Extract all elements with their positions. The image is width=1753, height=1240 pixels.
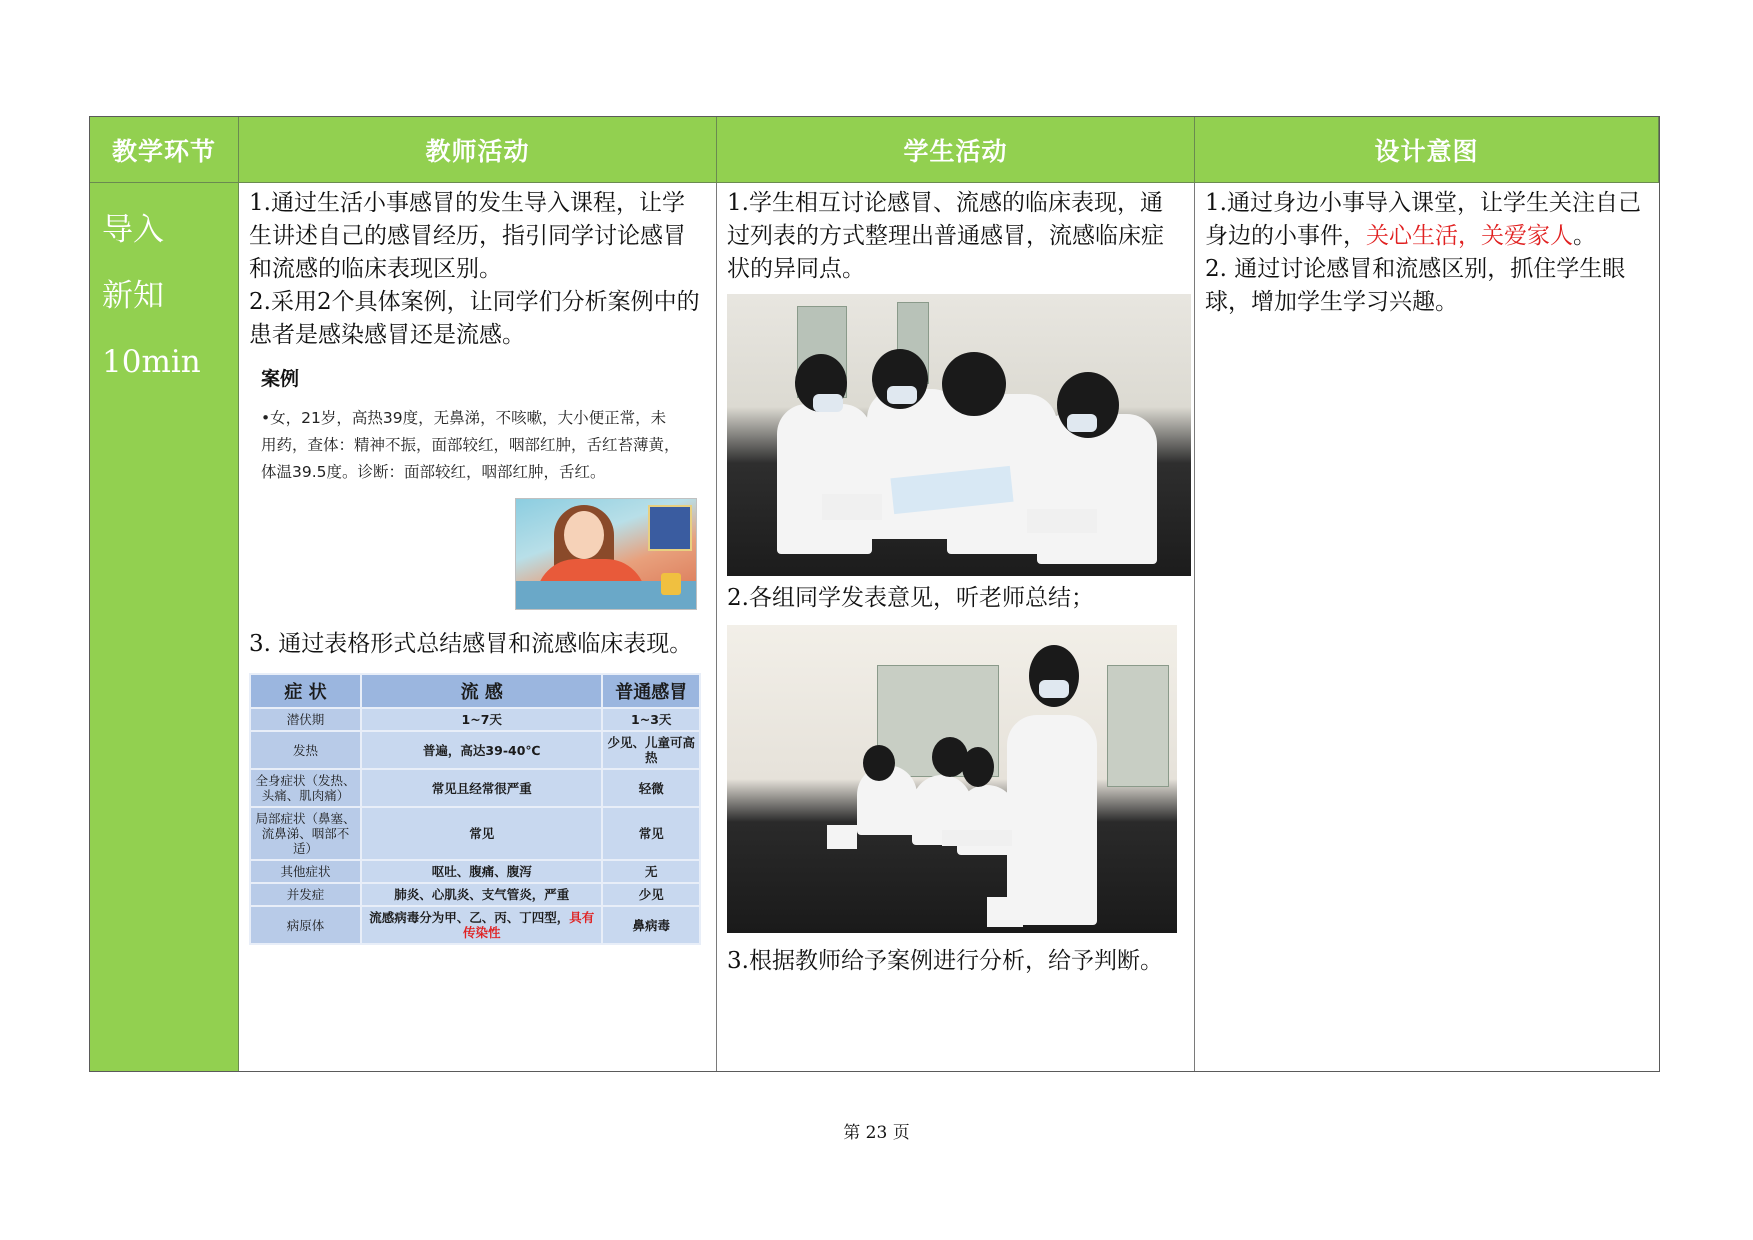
header-stage: 教学环节 — [90, 117, 239, 183]
row-label: 潜伏期 — [250, 708, 361, 731]
header-student-activity: 学生活动 — [717, 117, 1195, 183]
stage-line-2: 新知 — [102, 278, 164, 314]
pathogen-text: 流感病毒分为甲、乙、丙、丁四型， — [369, 910, 570, 925]
intent-text: 1.通过身边小事导入课堂，让学生关注自己身边的小事件， — [1205, 190, 1641, 249]
row-label: 其他症状 — [250, 860, 361, 883]
cold-cell: 少见、儿童可高热 — [602, 731, 700, 769]
flu-cell: 呕吐、腹痛、腹泻 — [361, 860, 602, 883]
row-label: 全身症状（发热、头痛、肌肉痛） — [250, 769, 361, 807]
case-text: •女，21岁，高热39度，无鼻涕，不咳嗽，大小便正常，未用药，查体：精神不振，面部较红，咽部红肿，舌红苔薄黄，体温39.5度。诊断：面部较红，咽部红肿，舌红。 — [261, 409, 680, 481]
flu-cell: 常见且经常很严重 — [361, 769, 602, 807]
row-label: 病原体 — [250, 906, 361, 944]
sick-woman-illustration — [515, 498, 697, 610]
flu-cell: 肺炎、心肌炎、支气管炎，严重 — [361, 883, 602, 906]
stage-line-3: 10min — [102, 344, 201, 380]
row-label: 发热 — [250, 731, 361, 769]
teacher-activity-cell — [239, 183, 717, 1071]
student-presenting-photo — [727, 625, 1177, 933]
flu-cell: 常见 — [361, 807, 602, 860]
table-header-cold: 普通感冒 — [602, 674, 700, 708]
row-label: 并发症 — [250, 883, 361, 906]
intent-paragraph-2: 2. 通过讨论感冒和流感区别，抓住学生眼球，增加学生学习兴趣。 — [1205, 256, 1626, 315]
intent-period: 。 — [1573, 223, 1596, 249]
teacher-paragraph-3: 3. 通过表格形式总结感冒和流感临床表现。 — [249, 631, 693, 657]
stage-line-1: 导入 — [102, 212, 164, 248]
student-paragraph-1: 1.学生相互讨论感冒、流感的临床表现，通过列表的方式整理出普通感冒，流感临床症状的异同点。 — [727, 190, 1164, 282]
teacher-paragraph-2: 2.采用2个具体案例，让同学们分析案例中的患者是感染感冒还是流感。 — [249, 289, 700, 348]
page-number: 第 23 页 — [843, 1123, 910, 1143]
symptom-comparison-table — [249, 673, 701, 945]
intent-paragraph-1 — [1205, 187, 1649, 253]
table-row — [250, 731, 700, 769]
cold-cell: 鼻病毒 — [602, 906, 700, 944]
flu-cell: 1~7天 — [361, 708, 602, 731]
table-row — [250, 708, 700, 731]
cold-cell: 常见 — [602, 807, 700, 860]
cold-cell: 1~3天 — [602, 708, 700, 731]
cold-cell: 轻微 — [602, 769, 700, 807]
teacher-paragraph-1: 1.通过生活小事感冒的发生导入课程，让学生讲述自己的感冒经历，指引同学讨论感冒和流感的临床表现区别。 — [249, 190, 686, 282]
table-row — [250, 807, 700, 860]
case-slide — [249, 364, 701, 616]
row-label: 局部症状（鼻塞、流鼻涕、咽部不适） — [250, 807, 361, 860]
cold-cell: 无 — [602, 860, 700, 883]
header-design-intent: 设计意图 — [1195, 117, 1659, 183]
design-intent-cell — [1195, 183, 1659, 1071]
students-discussion-photo — [727, 294, 1191, 576]
case-title: 案例 — [261, 368, 300, 390]
table-header-flu: 流 感 — [361, 674, 602, 708]
contagious-highlight: 具有传染性 — [462, 910, 595, 940]
flu-cell: 普遍，高达39-40℃ — [361, 731, 602, 769]
table-header-symptom: 症 状 — [250, 674, 361, 708]
intent-highlight: 关心生活，关爱家人 — [1366, 223, 1573, 249]
lesson-table — [89, 116, 1660, 1072]
flu-cell — [361, 906, 602, 944]
table-row — [250, 769, 700, 807]
student-activity-cell — [717, 183, 1195, 1071]
student-paragraph-2: 2.各组同学发表意见，听老师总结； — [727, 585, 1094, 611]
student-paragraph-3: 3.根据教师给予案例进行分析，给予判断。 — [727, 948, 1163, 974]
table-row — [250, 883, 700, 906]
stage-cell — [90, 183, 239, 1071]
cold-cell: 少见 — [602, 883, 700, 906]
table-row — [250, 906, 700, 944]
header-teacher-activity: 教师活动 — [239, 117, 717, 183]
table-row — [250, 860, 700, 883]
